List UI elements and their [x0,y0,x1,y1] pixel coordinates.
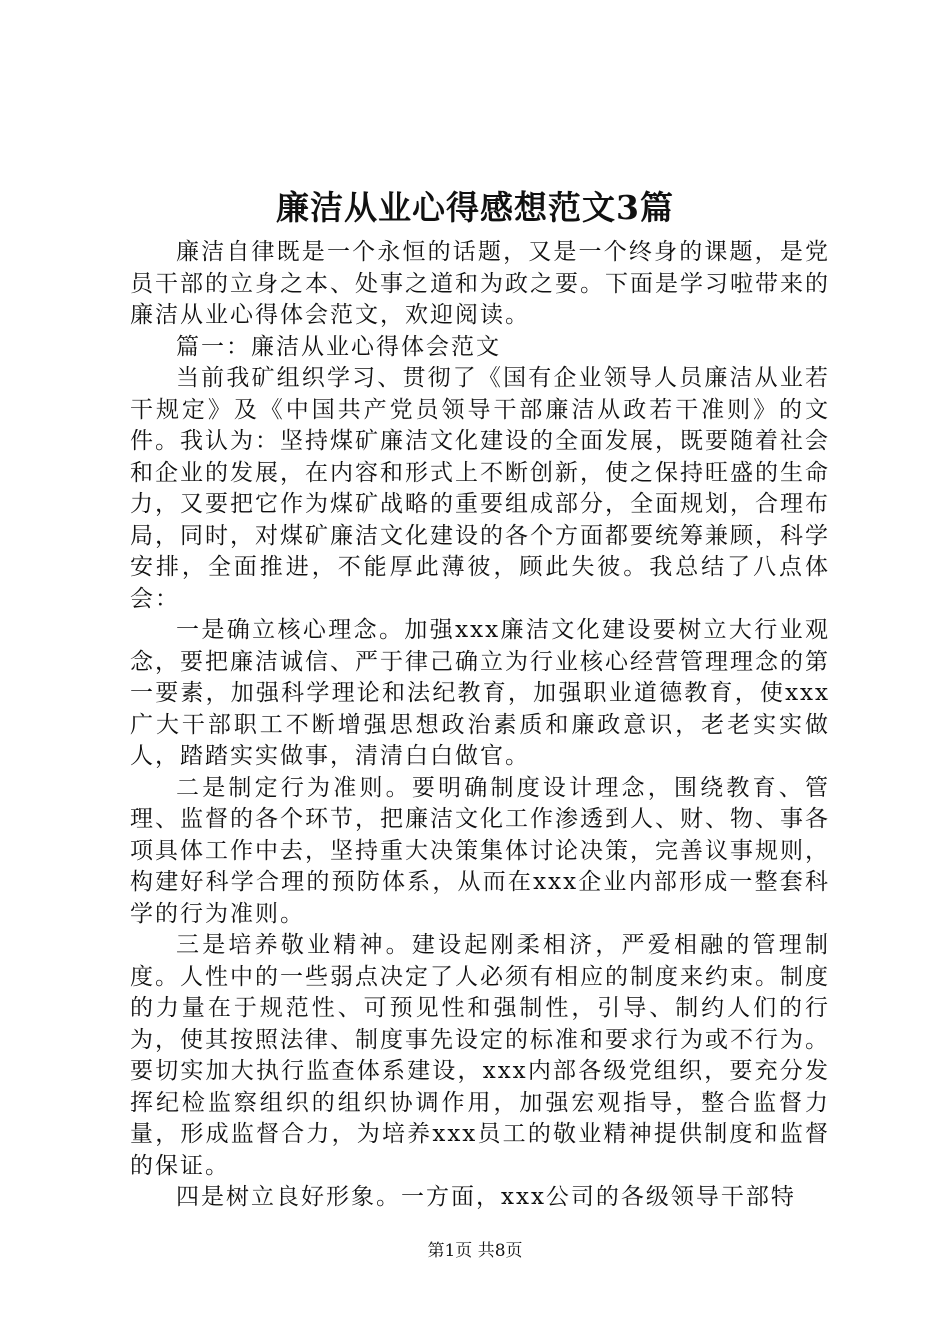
paragraph-point-4: 四是树立良好形象。一方面，xxx公司的各级领导干部特 [176,1184,796,1210]
paragraph-point-1: 一是确立核心理念。加强xxx廉洁文化建设要树立大行业观念，要把廉洁诚信、严于律己确立为行业核心经营管理理念的第一要素，加强科学理论和法纪教育，加强职业道德教育，使xxx广大干部职工不断增强思想政治素质和廉政意识，老老实实做人，踏踏实实做事，清清白白做官。 [130,617,830,769]
document-title: 廉洁从业心得感想范文3篇 [276,188,674,227]
paragraph-point-3: 三是培养敬业精神。建设起刚柔相济，严爱相融的管理制度。人性中的一些弱点决定了人必须有相应的制度来约束。制度的力量在于规范性、可预见性和强制性，引导、制约人们的行为，使其按照法律、制度事先设定的标准和要求行为或不行为。要切实加大执行监查体系建设，xxx内部各级党组织，要充分发挥纪检监察组织的组织协调作用，加强宏观指导，整合监督力量，形成监督合力，为培养xxx员工的敬业精神提供制度和监督的保证。 [130,932,830,1179]
section-heading: 篇一：廉洁从业心得体会范文 [176,333,501,360]
page-footer: 第1页 共8页 [427,1241,523,1261]
document-body [130,237,830,1214]
paragraph-intro: 廉洁自律既是一个永恒的话题，又是一个终身的课题，是党员干部的立身之本、处事之道和为政之要。下面是学习啦带来的廉洁从业心得体会范文，欢迎阅读。 [130,239,830,328]
paragraph-point-2: 二是制定行为准则。要明确制度设计理念，围绕教育、管理、监督的各个环节，把廉洁文化工作渗透到人、财、物、事各项具体工作中去，坚持重大决策集体讨论决策，完善议事规则，构建好科学合理的预防体系，从而在xxx企业内部形成一整套科学的行为准则。 [130,774,830,927]
paragraph-context: 当前我矿组织学习、贯彻了《国有企业领导人员廉洁从业若干规定》及《中国共产党员领导干部廉洁从政若干准则》的文件。我认为：坚持煤矿廉洁文化建设的全面发展，既要随着社会和企业的发展，在内容和形式上不断创新，使之保持旺盛的生命力，又要把它作为煤矿战略的重要组成部分，全面规划，合理布局，同时，对煤矿廉洁文化建设的各个方面都要统筹兼顾，科学安排，全面推进，不能厚此薄彼，顾此失彼。我总结了八点体会： [130,365,830,612]
